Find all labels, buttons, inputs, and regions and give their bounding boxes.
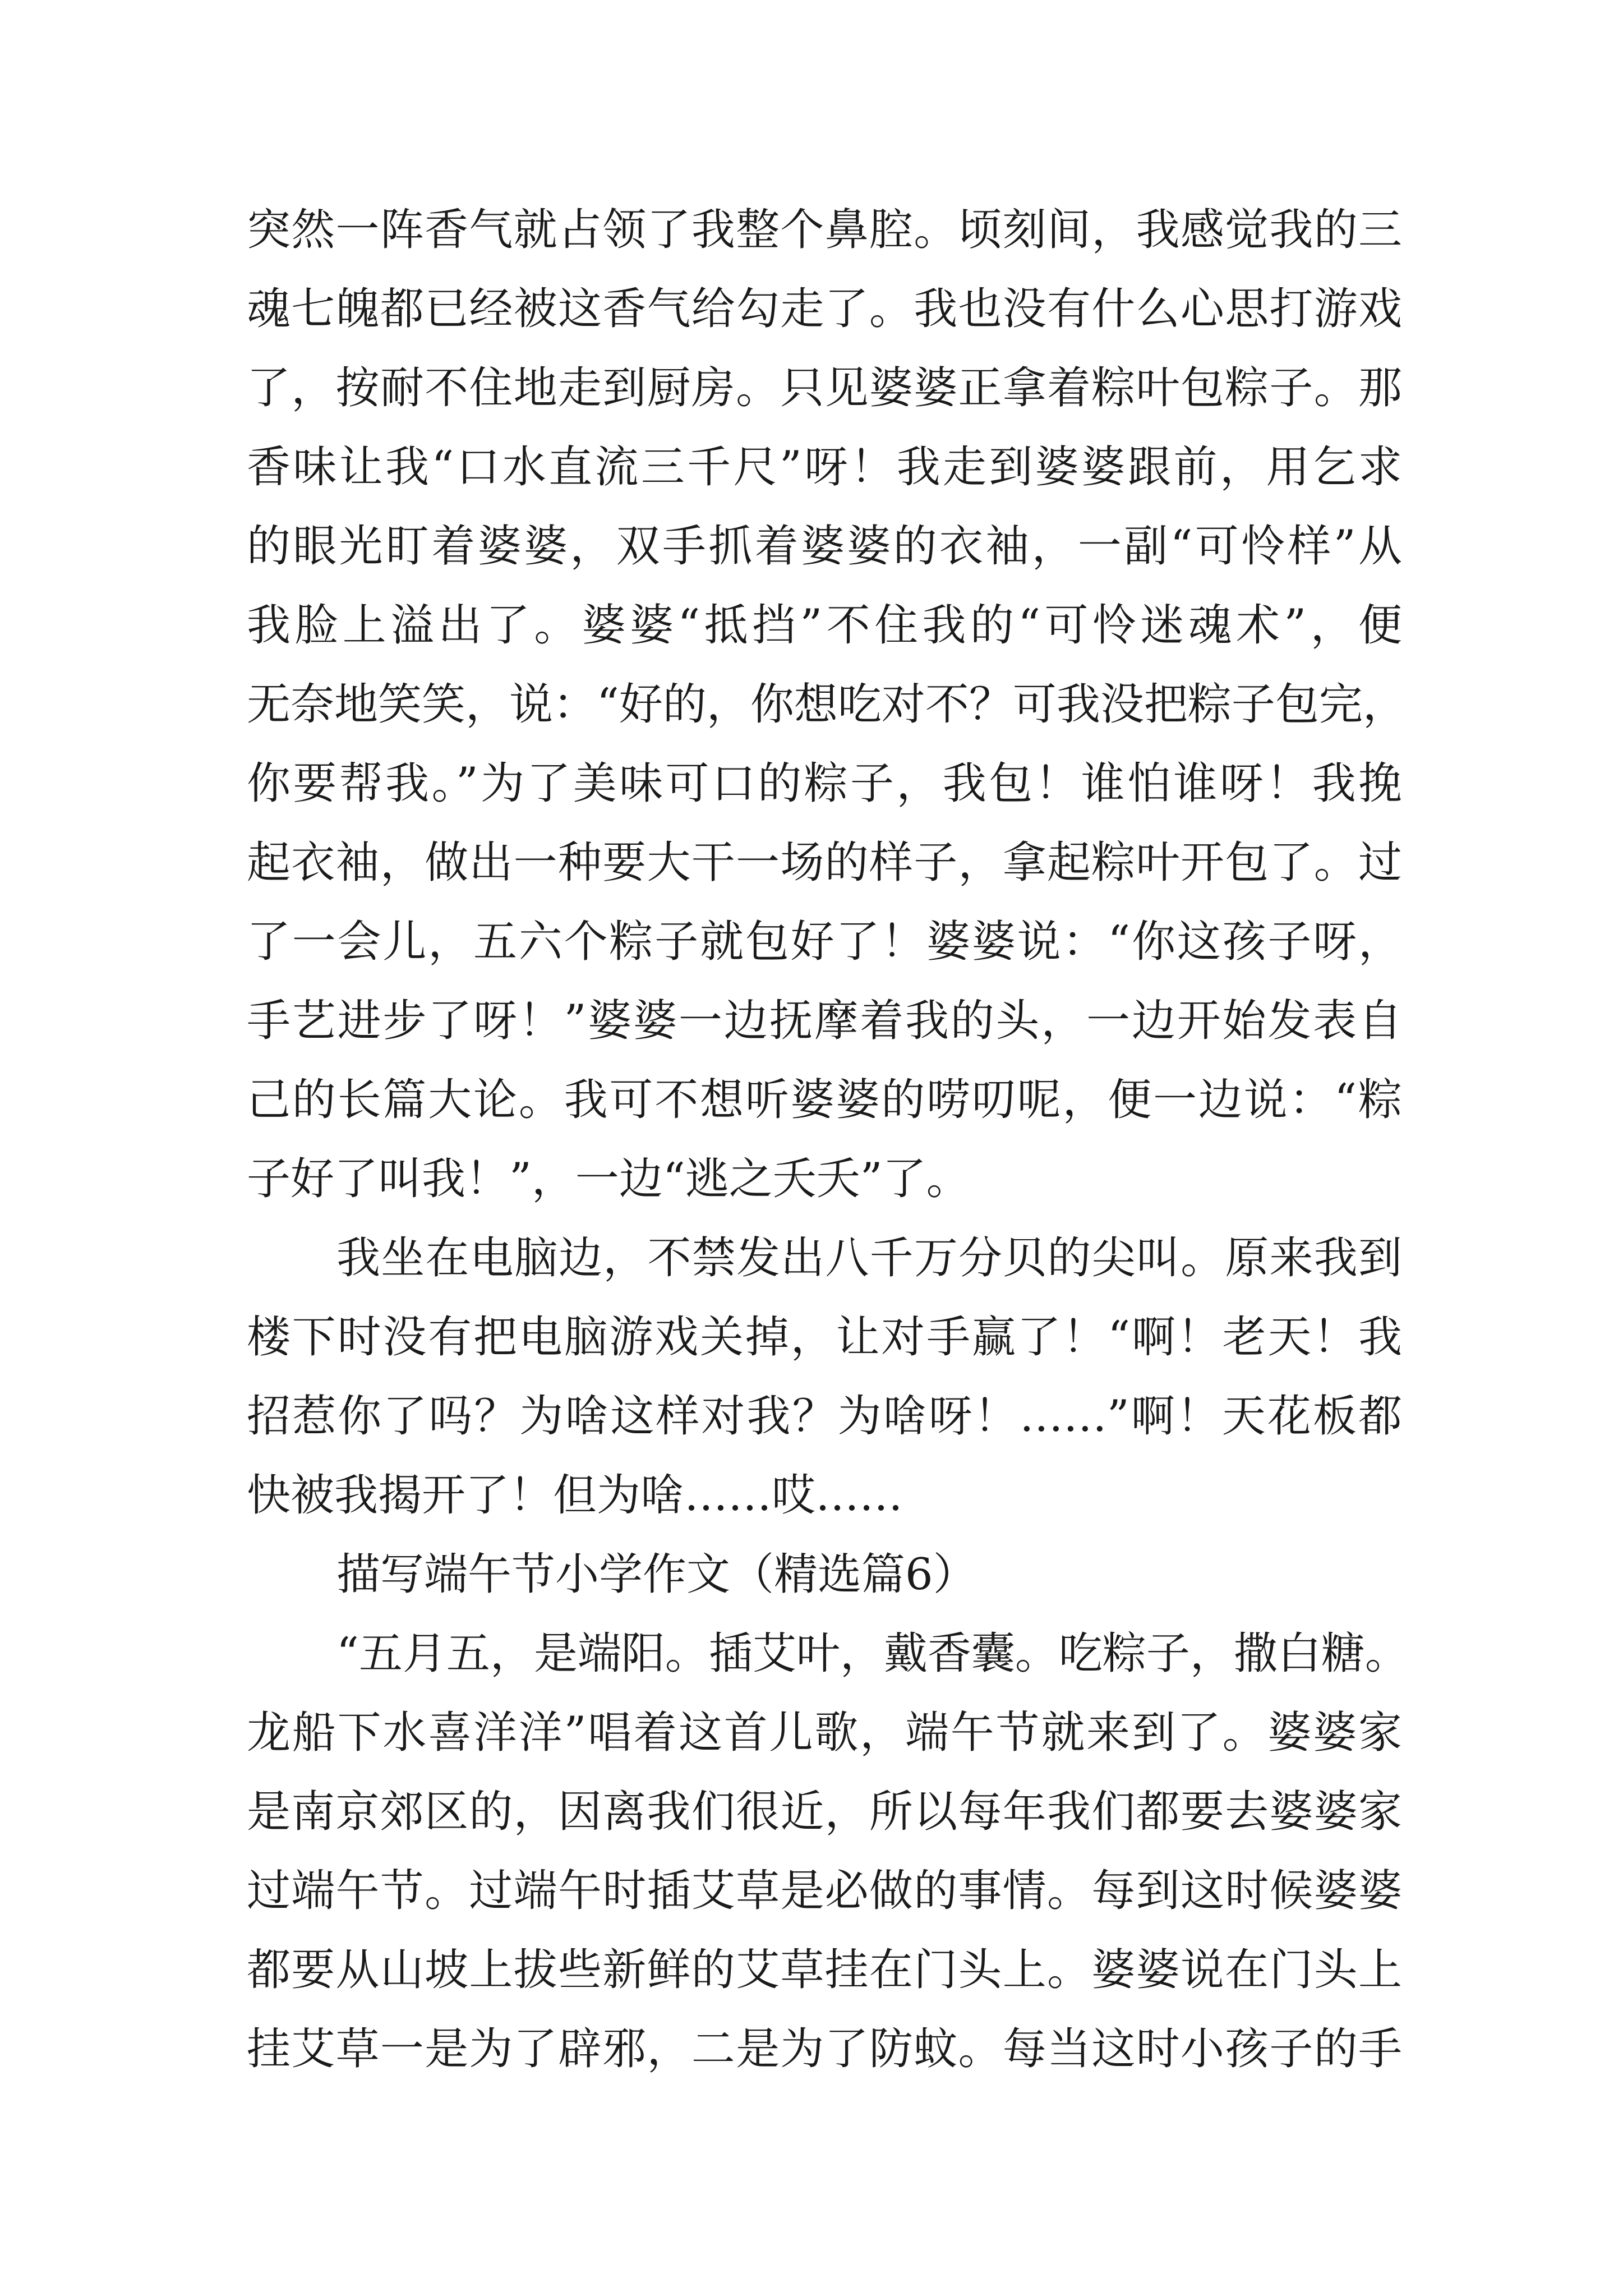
text-line: 了，按耐不住地走到厨房。只见婆婆正拿着粽叶包粽子。那 bbox=[247, 363, 1402, 413]
text-line: 是南京郊区的，因离我们很近，所以每年我们都要去婆婆家 bbox=[247, 1787, 1402, 1837]
text-line: 子好了叫我！”，一边“逃之夭夭”了。 bbox=[247, 1154, 970, 1204]
text-line: 挂艾草一是为了辟邪，二是为了防蚊。每当这时小孩子的手 bbox=[247, 2024, 1402, 2074]
paragraph-start-line: 我坐在电脑边，不禁发出八千万分贝的尖叫。原来我到 bbox=[336, 1233, 1402, 1283]
text-line: 招惹你了吗？为啥这样对我？为啥呀！……”啊！天花板都 bbox=[247, 1391, 1402, 1442]
text-line: 突然一阵香气就占领了我整个鼻腔。顷刻间，我感觉我的三 bbox=[247, 205, 1402, 255]
text-line: 香味让我“口水直流三千尺”呀！我走到婆婆跟前，用乞求 bbox=[247, 442, 1402, 493]
text-line: 过端午节。过端午时插艾草是必做的事情。每到这时候婆婆 bbox=[247, 1866, 1402, 1916]
text-line: 你要帮我。”为了美味可口的粽子，我包！谁怕谁呀！我挽 bbox=[247, 758, 1402, 809]
section-heading: 描写端午节小学作文（精选篇6） bbox=[336, 1549, 977, 1600]
text-line: 我脸上溢出了。婆婆“抵挡”不住我的“可怜迷魂术”，便 bbox=[247, 600, 1402, 651]
paragraph-start-line: “五月五，是端阳。插艾叶，戴香囊。吃粽子，撒白糖。 bbox=[336, 1628, 1409, 1679]
text-line: 快被我揭开了！但为啥……哎…… bbox=[247, 1470, 903, 1521]
text-line: 魂七魄都已经被这香气给勾走了。我也没有什么心思打游戏 bbox=[247, 284, 1402, 334]
essay-body bbox=[247, 191, 1409, 2089]
text-line: 起衣袖，做出一种要大干一场的样子，拿起粽叶开包了。过 bbox=[247, 838, 1402, 888]
text-line: 了一会儿，五六个粽子就包好了！婆婆说：“你这孩子呀， bbox=[247, 917, 1402, 967]
text-line: 手艺进步了呀！”婆婆一边抚摩着我的头，一边开始发表自 bbox=[247, 996, 1402, 1046]
text-line: 楼下时没有把电脑游戏关掉，让对手赢了！“啊！老天！我 bbox=[247, 1312, 1402, 1363]
text-line: 的眼光盯着婆婆，双手抓着婆婆的衣袖，一副“可怜样”从 bbox=[247, 521, 1402, 572]
text-line: 无奈地笑笑，说：“好的，你想吃对不？可我没把粽子包完， bbox=[247, 679, 1407, 730]
text-line: 龙船下水喜洋洋”唱着这首儿歌，端午节就来到了。婆婆家 bbox=[247, 1708, 1402, 1758]
text-line: 都要从山坡上拔些新鲜的艾草挂在门头上。婆婆说在门头上 bbox=[247, 1945, 1402, 1995]
text-line: 己的长篇大论。我可不想听婆婆的唠叨呢，便一边说：“粽 bbox=[247, 1075, 1402, 1125]
